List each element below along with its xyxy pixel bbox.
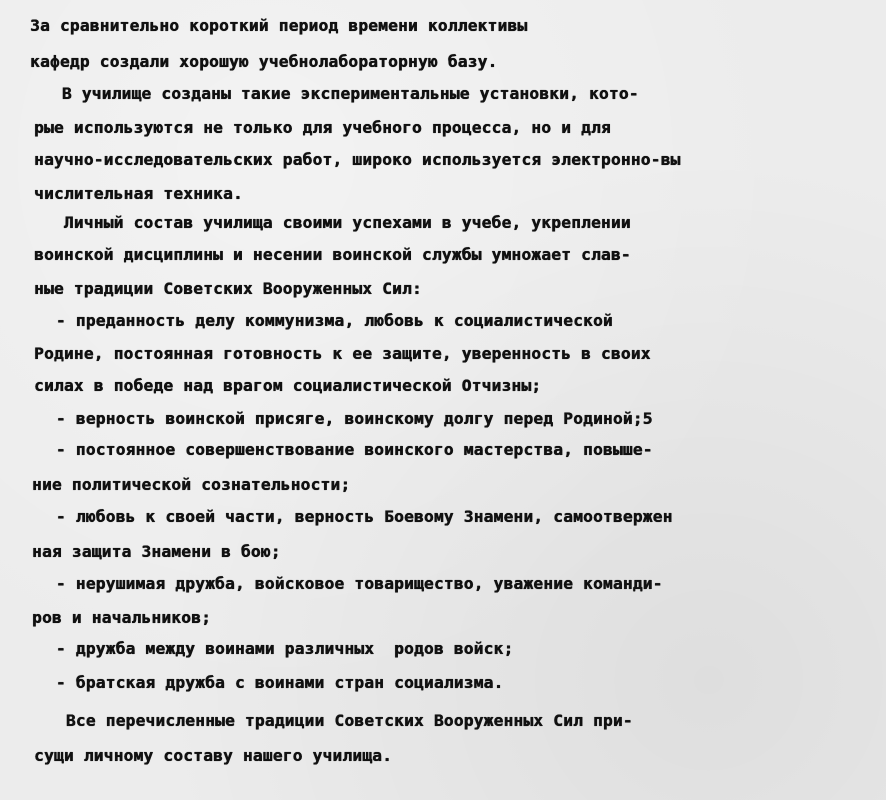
text-line-1: За сравнительно короткий период времени коллективы <box>30 16 528 35</box>
text-line-20: - дружба между воинами различных родов войск; <box>36 639 514 658</box>
text-line-9: ные традиции Советских Вооруженных Сил: <box>34 279 422 298</box>
text-line-14: - постоянное совершенствование воинского мастерства, повыше- <box>36 440 653 459</box>
text-line-5: научно-исследовательских работ, широко используется электронно-вы <box>34 150 681 169</box>
text-line-16: - любовь к своей части, верность Боевому Знамени, самоотвержен <box>36 507 673 526</box>
text-line-10: - преданность делу коммунизма, любовь к социалистической <box>36 311 613 330</box>
text-line-4: рые используются не только для учебного процесса, но и для <box>34 118 611 137</box>
text-line-21: - братская дружба с воинами стран социализма. <box>36 673 504 692</box>
text-line-3: В училище созданы такие экспериментальные установки, кото- <box>32 84 639 103</box>
text-line-8: воинской дисциплины и несении воинской службы умножает слав- <box>34 245 631 264</box>
text-line-22: Все перечисленные традиции Советских Вооруженных Сил при- <box>36 711 633 730</box>
text-line-19: ров и начальников; <box>32 608 212 627</box>
text-line-15: ние политической сознательности; <box>32 475 351 494</box>
text-line-2: кафедр создали хорошую учебнолабораторную базу. <box>30 52 498 71</box>
text-line-17: ная защита Знамени в бою; <box>32 542 281 561</box>
text-line-6: числительная техника. <box>34 184 243 203</box>
text-line-18: - нерушимая дружба, войсковое товарищество, уважение команди- <box>36 574 663 593</box>
text-line-7: Личный состав училища своими успехами в учебе, укреплении <box>34 213 631 232</box>
text-line-23: сущи личному составу нашего училища. <box>34 746 393 765</box>
text-line-13: - верность воинской присяге, воинскому долгу перед Родиной;5 <box>36 409 653 428</box>
text-line-11: Родине, постоянная готовность к ее защите, уверенность в своих <box>34 344 651 363</box>
text-line-12: силах в победе над врагом социалистической Отчизны; <box>34 376 542 395</box>
